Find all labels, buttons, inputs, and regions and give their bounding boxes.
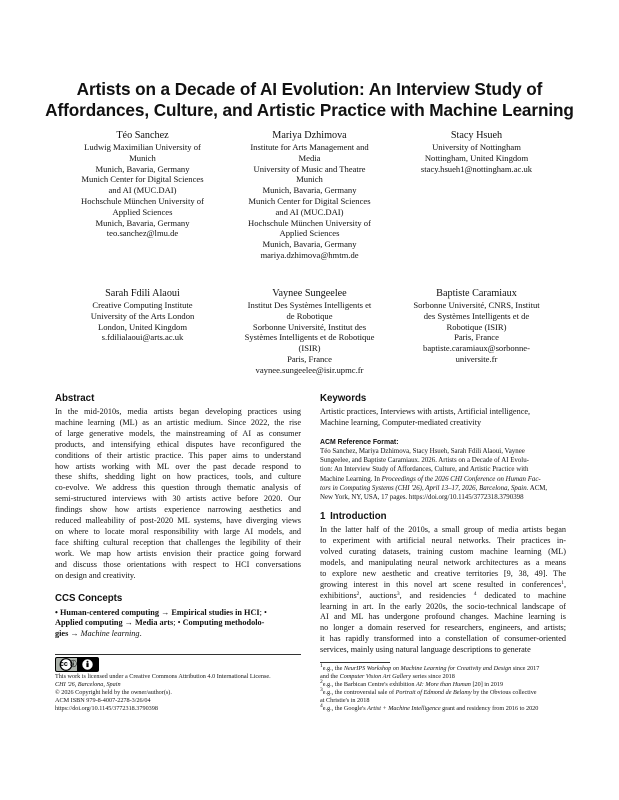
abstract-line: machine learning (ML) as an artistic medium. Since 2022, the rise — [55, 417, 301, 427]
abstract-line: work. We map how artists envision their practice going forward — [55, 548, 301, 558]
acm-reference — [320, 438, 566, 502]
affiliation-line: Paris, France — [287, 353, 332, 364]
affiliation-line: and AI (MUC.DAI) — [108, 185, 177, 196]
footnote-title: NeurIPS Workshop on Machine Learning for Creativity and Design — [343, 665, 512, 672]
affiliation-line: Munich — [296, 174, 323, 185]
footnote-text: e.g., the Google's — [322, 705, 368, 713]
ccs-separator: ; • — [173, 618, 183, 628]
license-text — [55, 673, 271, 713]
abstract-line: products, and intensifying ethical disputes have reconfigured the — [55, 439, 301, 449]
author-block-sungeelee — [222, 287, 397, 376]
footnote — [320, 665, 539, 673]
affiliation-line: de Robotique — [286, 310, 333, 321]
author-name: Vaynee Sungeelee — [272, 288, 347, 299]
footnote-text: by the Obvious collective — [471, 689, 537, 697]
ccs-heading: CCS Concepts — [55, 592, 123, 604]
intro-line: to explore new aesthetic and creative territories [9, 38, 49]. The — [320, 568, 566, 578]
author-email[interactable]: mariya.dzhimova@hmtm.de — [260, 249, 359, 260]
intro-line: models, and manipulating neural network architectures as a means — [320, 557, 566, 567]
footnote-number: 1 — [320, 663, 323, 669]
keywords-line: Artistic practices, Interviews with artists, Artificial intelligence, — [320, 407, 531, 416]
footnote-title: Artist + Machine Intelligence — [367, 705, 441, 713]
license-doi-link[interactable]: https://doi.org/10.1145/3772318.3790398 — [55, 705, 158, 713]
affiliation-line: Applied Sciences — [279, 228, 340, 239]
affiliation-line: Institute for Arts Management and — [250, 142, 369, 152]
acm-reference-proceedings: Proceedings of the 2026 CHI Conference on Human Fac- — [381, 475, 541, 483]
abstract-line: on design and creativity. — [55, 570, 136, 580]
footnote — [320, 673, 539, 681]
intro-line: services, mainly using natural language descriptions to generate — [320, 645, 531, 655]
footnote-marker[interactable]: 3 — [396, 590, 400, 597]
footnote — [320, 705, 539, 713]
footnote — [320, 689, 539, 697]
affiliation-line: Sorbonne Université, Institut des — [252, 321, 367, 332]
affiliation-line: Munich, Bavaria, Germany — [95, 217, 190, 228]
footnote-text: e.g., the — [322, 665, 344, 672]
intro-line: AI and ML has undergone profound changes. Machine learning is — [320, 612, 566, 622]
affiliation-line: Munich, Bavaria, Germany — [95, 163, 190, 174]
affiliation-line: University of the Arts London — [90, 310, 195, 321]
intro-text: , auctions — [359, 590, 397, 600]
footnote-divider — [320, 662, 390, 663]
footnote-text: [20] in 2019 — [470, 681, 504, 689]
affiliation-line: (ISIR) — [298, 343, 321, 354]
intro-text: exhibitions — [320, 590, 357, 600]
intro-line: learning in art. In the early 2020s, the socio-technical landscape of — [320, 601, 566, 611]
affiliation-line: Munich Center for Digital Sciences — [248, 195, 371, 206]
license-line: ACM ISBN 979-8-4007-2278-3/26/04 — [55, 697, 151, 705]
intro-line: volved curating datasets, training custom machine learning (ML) — [320, 547, 566, 557]
author-name: Téo Sanchez — [116, 130, 169, 141]
ccs-concepts — [55, 608, 301, 641]
abstract-line: and discuss those orientations with respect to HCI conversations — [55, 559, 301, 569]
footnote-marker[interactable]: 4 — [473, 590, 477, 597]
keywords-line: Machine learning, Computer-mediated creativity — [320, 417, 482, 427]
license-line: © 2026 Copyright held by the owner/author(s). — [55, 689, 172, 697]
affiliation-line: Robotique (ISIR) — [446, 321, 507, 332]
acm-reference-doi[interactable]: New York, NY, USA, 17 pages. https://doi.org/10.1145/3772318.3790398 — [320, 494, 524, 502]
author-name: Sarah Fdili Alaoui — [105, 288, 180, 299]
paper-title — [40, 79, 579, 120]
license-divider — [55, 654, 301, 655]
acm-reference-proceedings: tors in Computing Systems (CHI '26), April 13–17, 2026, Barcelona, Spain. — [320, 484, 529, 492]
affiliation-line: Applied Sciences — [112, 206, 173, 217]
author-email[interactable]: universite.fr — [455, 353, 498, 364]
intro-text: growing interest in this novel art scene resulted in conferences — [320, 579, 562, 589]
ccs-concept: Computing methodolo- — [182, 618, 265, 628]
intro-text: dedicated to machine — [476, 590, 567, 600]
author-block-dzhimova — [222, 129, 397, 261]
license-venue: CHI '26, Barcelona, Spain — [55, 681, 121, 689]
footnote-text: at Christie's in 2018 — [320, 697, 370, 705]
introduction-body — [320, 525, 566, 656]
affiliation-line: Paris, France — [454, 332, 499, 343]
footnote-title: Portrait of Edmond de Belamy — [395, 689, 472, 697]
acm-reference-heading: ACM Reference Format: — [320, 438, 399, 446]
author-name: Mariya Dzhimova — [272, 130, 347, 141]
left-column — [55, 393, 301, 640]
title-line: Artists on a Decade of AI Evolution: An Interview Study of — [76, 79, 543, 99]
footnotes — [320, 665, 539, 714]
footnote-text: e.g., the controversial sale of — [322, 689, 396, 697]
footnote-number: 3 — [320, 687, 323, 694]
abstract-body — [55, 407, 301, 582]
author-block-sanchez — [55, 129, 230, 239]
affiliation-line: Munich, Bavaria, Germany — [262, 239, 357, 250]
footnote-text: grant and residency from 2016 to 2020 — [440, 705, 539, 713]
abstract-line: co-evolve. We address this question through thematic analysis of — [55, 483, 301, 493]
affiliation-line: University of Nottingham — [432, 142, 521, 152]
abstract-line: these shifts, shedding light on how practices, tools, and culture — [55, 472, 301, 482]
acm-reference-line: Téo Sanchez, Mariya Dzhimova, Stacy Hsueh, Sarah Fdili Alaoui, Vaynee — [320, 448, 525, 456]
affiliation-line: Nottingham, United Kingdom — [424, 152, 529, 163]
author-email[interactable]: s.fdilialaoui@arts.ac.uk — [101, 332, 184, 343]
affiliation-line: and AI (MUC.DAI) — [275, 206, 344, 217]
footnote-title: Computer Vision Art Gallery — [339, 673, 412, 681]
affiliation-line: Munich — [129, 152, 156, 163]
author-name: Baptiste Caramiaux — [436, 288, 517, 299]
ccs-separator: . — [139, 629, 142, 639]
acm-reference-line: Sungeelee, and Baptiste Caramiaux. 2026. Artists on a Decade of AI Evolu- — [320, 457, 529, 465]
abstract-line: conditions of their artistic practice. This paper aims to understand — [55, 450, 301, 460]
cc-icon-label: cc ⓘ — [60, 661, 77, 668]
author-block-fdili-alaoui — [55, 287, 230, 343]
footnote-text: series since 2018 — [411, 673, 455, 681]
ccs-concept: gies → — [55, 629, 81, 639]
intro-line: to experiment with artificial neural networks. Their practices in- — [320, 536, 566, 546]
ccs-separator: ; • — [259, 607, 267, 617]
ccs-concept: • Human-centered computing → Empirical studies in HCI — [55, 607, 260, 617]
introduction-heading: 1 Introduction — [320, 511, 387, 523]
abstract-heading: Abstract — [55, 393, 95, 404]
footnote-number: 4 — [320, 703, 323, 710]
abstract-line: semi-structured interviews with 30 artists active before 2020. Our — [55, 494, 301, 504]
affiliation-line: Media — [298, 152, 321, 163]
affiliation-line: Institut Des Systèmes Intelligents et — [247, 300, 372, 310]
license-line: This work is licensed under a Creative Commons Attribution 4.0 International License. — [55, 673, 271, 680]
author-email[interactable]: vaynee.sungeelee@isir.upmc.fr — [255, 364, 364, 375]
intro-line-with-footnote — [320, 591, 566, 602]
footnote-number: 2 — [320, 679, 323, 686]
title-line: Affordances, Culture, and Artistic Practice with Machine Learning — [45, 99, 574, 120]
affiliation-line: Munich, Bavaria, Germany — [262, 185, 357, 196]
affiliation-line: Sorbonne Université, CNRS, Institut — [413, 300, 540, 310]
author-name: Stacy Hsueh — [450, 130, 503, 141]
footnote-text: since 2017 — [511, 665, 540, 672]
abstract-line: In the mid-2010s, media artists began developing practices using — [55, 407, 301, 416]
footnote-marker[interactable]: 1 — [561, 579, 564, 586]
author-email[interactable]: teo.sanchez@lmu.de — [106, 228, 179, 239]
ccs-concept: Applied computing → Media arts — [55, 618, 174, 628]
keywords-heading: Keywords — [320, 393, 367, 404]
affiliation-line: Hochschule München University of — [248, 217, 371, 228]
affiliation-line: Systèmes Intelligents et de Robotique — [244, 332, 375, 343]
abstract-line: on where to locate moral responsibility with large AI models, and — [55, 526, 301, 536]
footnote-marker[interactable]: 2 — [356, 590, 360, 597]
author-block-hsueh — [389, 129, 564, 174]
abstract-line: how artists working with ML over the past decade respond to — [55, 461, 301, 471]
intro-line: it has rapidly transformed into a constellation of consumer-oriented — [320, 634, 566, 644]
footnote-text: e.g., the Barbican Centre's exhibition — [322, 681, 416, 689]
abstract-line: of large generative models, the mainstreaming of AI as consumer — [55, 428, 301, 438]
author-block-caramiaux — [389, 287, 564, 365]
intro-text: , and residencies — [399, 590, 474, 600]
affiliation-line: Ludwig Maximilian University of — [84, 142, 201, 152]
intro-line: In the latter half of the 2010s, a small group of media artists began — [320, 525, 566, 535]
ccs-subconcept: Machine learning — [80, 629, 140, 639]
affiliation-line: Munich Center for Digital Sciences — [81, 174, 204, 185]
abstract-line: face shifting cultural reception that challenges the legibility of their — [55, 537, 301, 547]
acm-reference-line: tion: An Interview Study of Affordances, Culture, and Artistic Practice with — [320, 466, 529, 474]
keywords-body — [320, 407, 566, 429]
affiliation-line: University of Music and Theatre — [253, 163, 366, 174]
intro-text: , — [563, 579, 566, 589]
affiliation-line: Hochschule München University of — [81, 195, 204, 206]
affiliation-line: London, United Kingdom — [97, 321, 188, 332]
affiliation-line: Creative Computing Institute — [92, 300, 193, 310]
author-email[interactable]: baptiste.caramiaux@sorbonne- — [423, 343, 530, 354]
footnote-title: AI: More than Human — [415, 681, 471, 689]
author-email[interactable]: stacy.hsueh1@nottingham.ac.uk — [420, 163, 533, 174]
affiliation-line: des Systèmes Intelligents et de — [423, 310, 530, 321]
footnote-text: and the — [320, 673, 340, 681]
abstract-line: findings show how artists experience narrowing aesthetics and — [55, 505, 301, 515]
right-column — [320, 393, 566, 656]
abstract-line: reduced malleability of post-2020 ML systems, have diverging views — [55, 516, 301, 526]
intro-line-with-footnote — [320, 580, 566, 591]
acm-reference-line: Machine Learning. In — [320, 475, 382, 483]
acm-reference-line: ACM, — [528, 484, 548, 492]
intro-line: no longer a domain reserved for researchers, engineers, and artists; — [320, 623, 566, 633]
